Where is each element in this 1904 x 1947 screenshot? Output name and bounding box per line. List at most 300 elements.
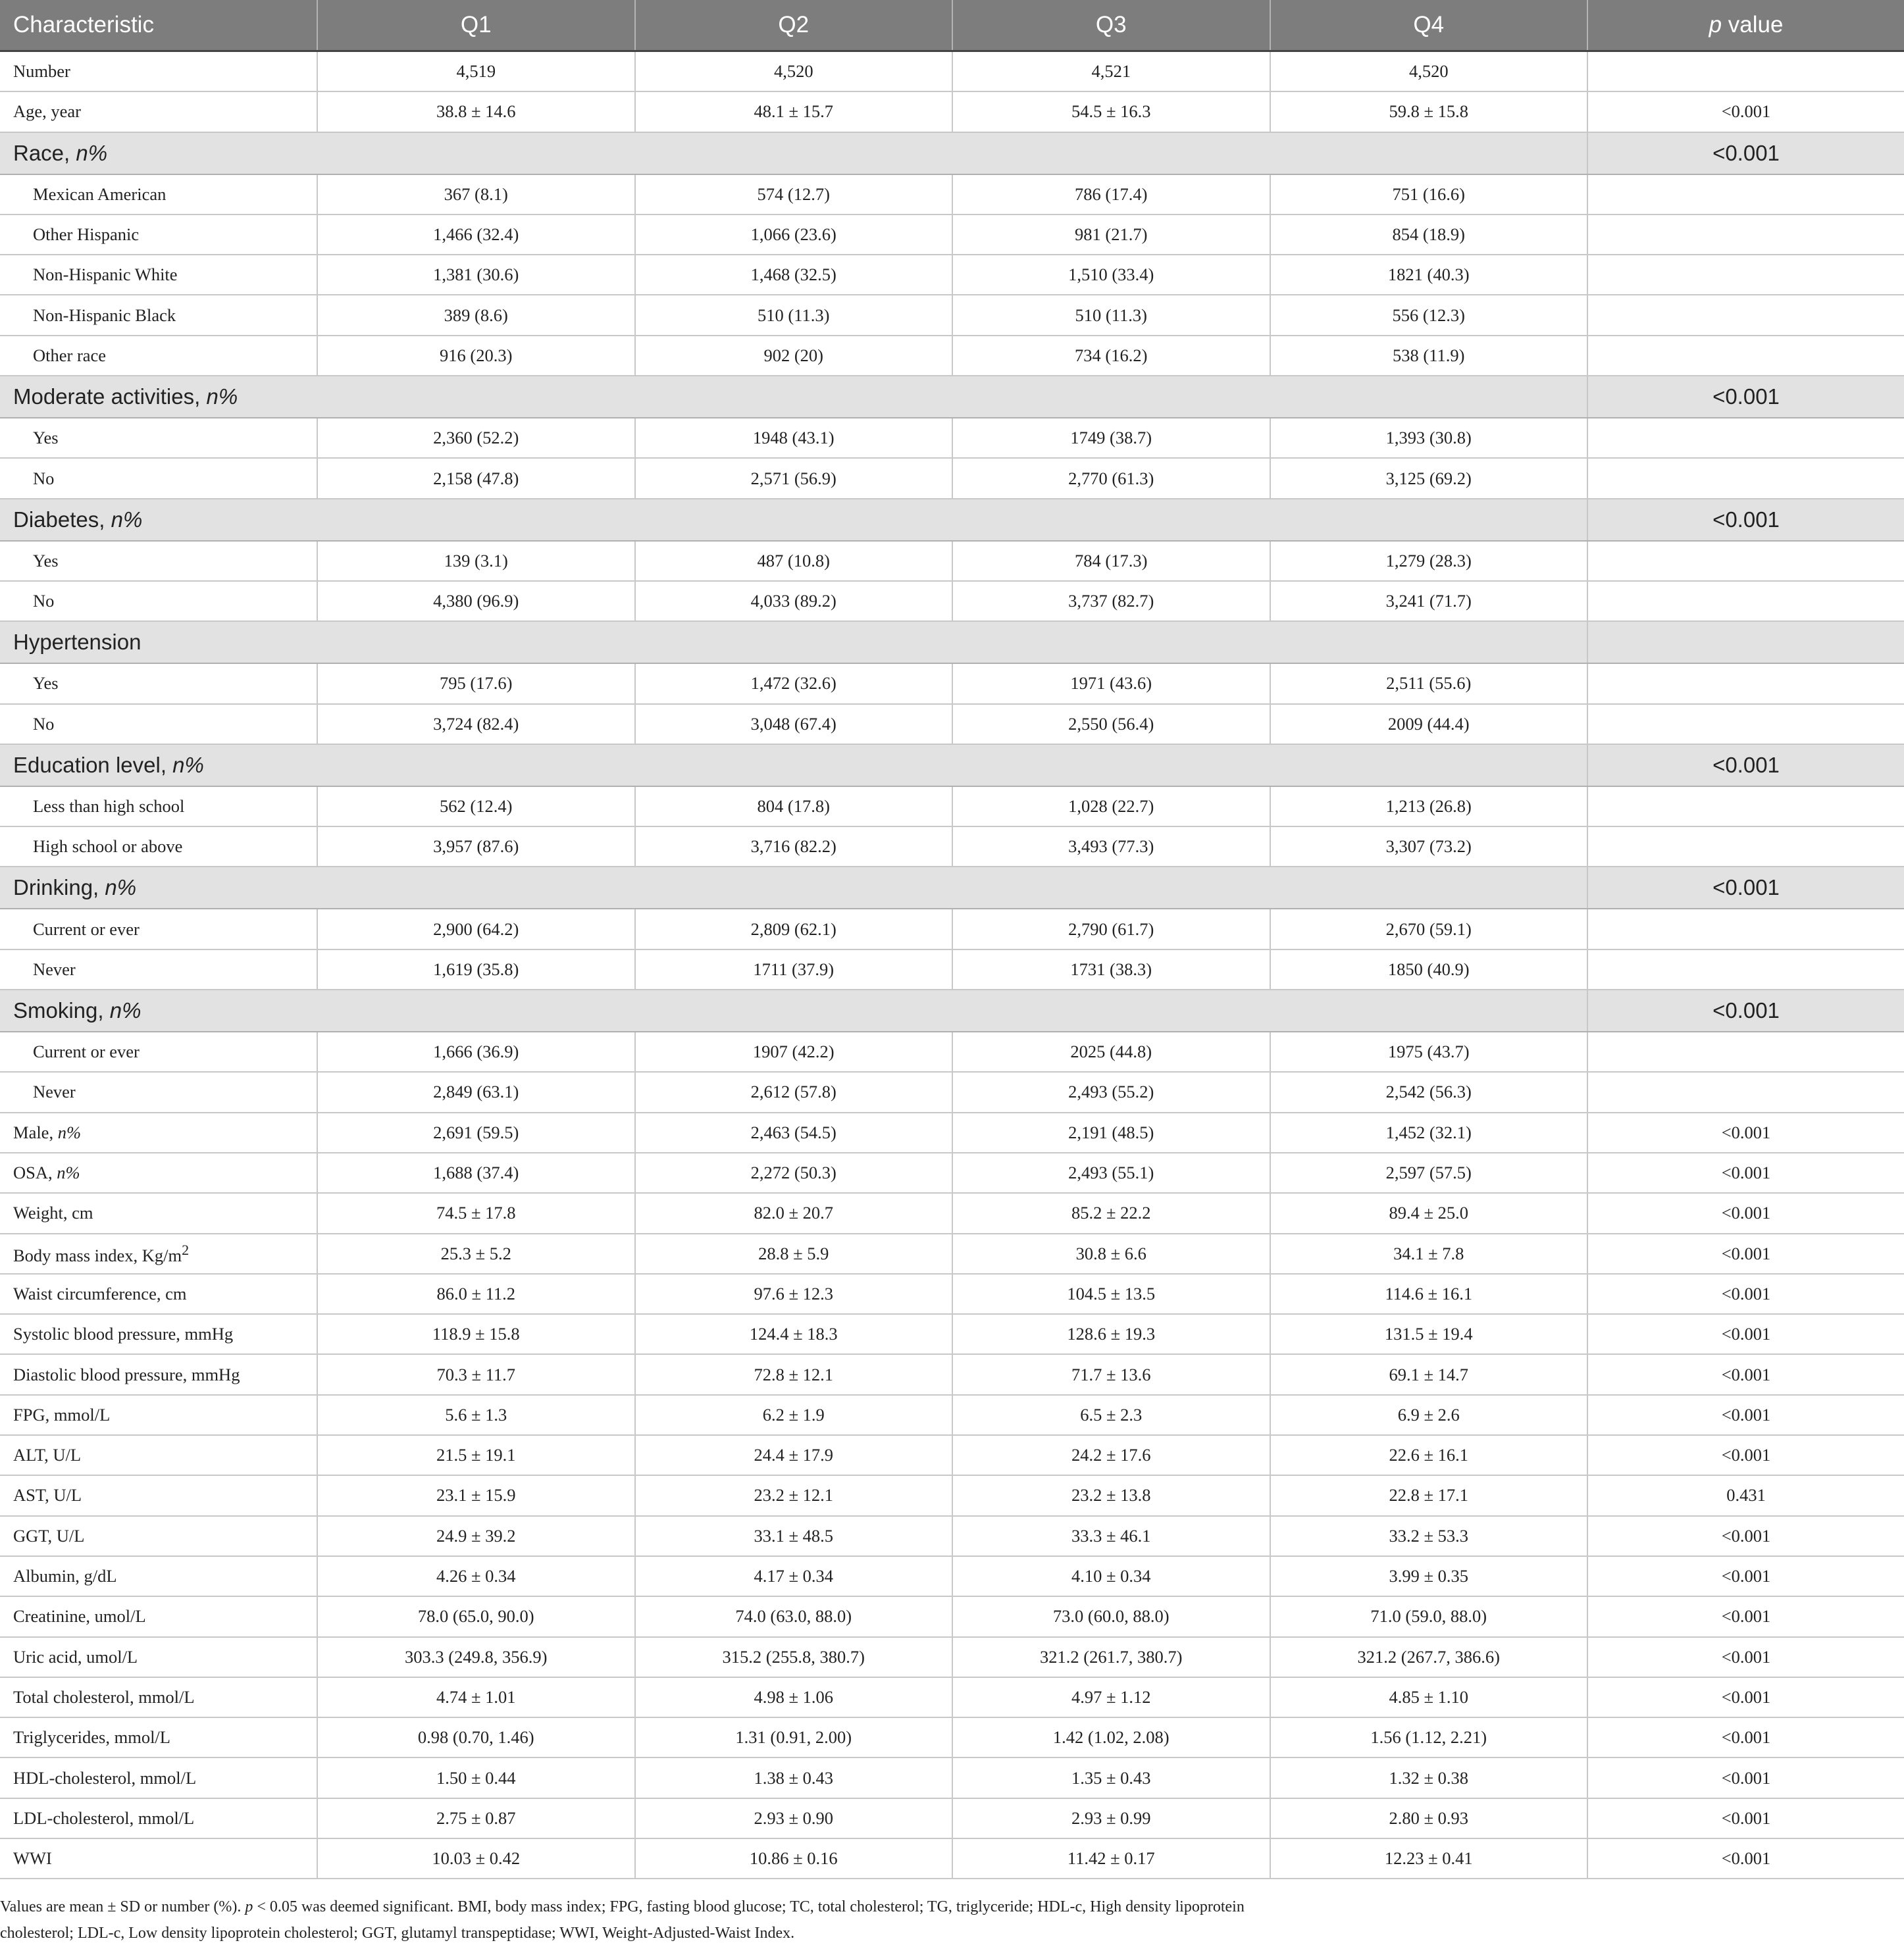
group-header-row <box>0 132 1904 174</box>
row-label-text: Other race <box>33 345 107 365</box>
row-label <box>0 990 1587 1032</box>
cell-q1: 795 (17.6) <box>317 663 635 703</box>
cell-q2: 82.0 ± 20.7 <box>635 1193 953 1233</box>
row-label-text: GGT, U/L <box>13 1525 85 1546</box>
cell-q3: 23.2 ± 13.8 <box>952 1475 1270 1515</box>
cell-p-value <box>1587 418 1904 458</box>
row-label <box>0 786 317 826</box>
cell-p-value: <0.001 <box>1587 1193 1904 1233</box>
group-p-value: <0.001 <box>1587 990 1904 1032</box>
group-header-row <box>0 744 1904 786</box>
table-row <box>0 1435 1904 1475</box>
table-row <box>0 336 1904 376</box>
cell-p-value: <0.001 <box>1587 1354 1904 1394</box>
row-label-text: AST, U/L <box>13 1485 82 1505</box>
row-label <box>0 499 1587 541</box>
row-label-unit: n% <box>109 998 142 1023</box>
cell-p-value: <0.001 <box>1587 1677 1904 1717</box>
row-label <box>0 336 317 376</box>
cell-q1: 5.6 ± 1.3 <box>317 1395 635 1435</box>
row-label-text: Age, year <box>13 101 81 122</box>
cell-q3: 3,493 (77.3) <box>952 826 1270 867</box>
cell-q2: 6.2 ± 1.9 <box>635 1395 953 1435</box>
cell-q1: 1,688 (37.4) <box>317 1153 635 1193</box>
cell-p-value <box>1587 949 1904 990</box>
cell-p-value <box>1587 458 1904 498</box>
cell-q3: 981 (21.7) <box>952 215 1270 255</box>
cell-q1: 2,158 (47.8) <box>317 458 635 498</box>
group-header-row <box>0 376 1904 418</box>
table-row <box>0 1072 1904 1112</box>
cell-q4: 4,520 <box>1270 51 1588 92</box>
table-row <box>0 1113 1904 1153</box>
cell-q3: 73.0 (60.0, 88.0) <box>952 1596 1270 1636</box>
table-row <box>0 1838 1904 1879</box>
cell-q4: 4.85 ± 1.10 <box>1270 1677 1588 1717</box>
footnote-pre: Values are mean ± SD or number (%). <box>0 1898 245 1915</box>
cell-q3: 2,770 (61.3) <box>952 458 1270 498</box>
cell-q1: 10.03 ± 0.42 <box>317 1838 635 1879</box>
cell-q2: 33.1 ± 48.5 <box>635 1516 953 1556</box>
group-header-row <box>0 990 1904 1032</box>
cell-q4: 556 (12.3) <box>1270 295 1588 335</box>
row-label <box>0 51 317 92</box>
cell-q3: 33.3 ± 46.1 <box>952 1516 1270 1556</box>
cell-p-value: 0.431 <box>1587 1475 1904 1515</box>
cell-q1: 118.9 ± 15.8 <box>317 1314 635 1354</box>
cell-q3: 3,737 (82.7) <box>952 581 1270 621</box>
cell-q1: 3,724 (82.4) <box>317 704 635 744</box>
cell-p-value: <0.001 <box>1587 1596 1904 1636</box>
row-label-unit: n% <box>76 140 108 165</box>
table-row <box>0 1516 1904 1556</box>
cell-p-value <box>1587 295 1904 335</box>
row-label <box>0 132 1587 174</box>
cell-p-value: <0.001 <box>1587 1113 1904 1153</box>
cell-q1: 2,691 (59.5) <box>317 1113 635 1153</box>
row-label-text: Triglycerides, mmol/L <box>13 1727 170 1748</box>
cell-q4: 3,241 (71.7) <box>1270 581 1588 621</box>
row-label <box>0 1193 317 1233</box>
table-header-row <box>0 0 1904 51</box>
table-row <box>0 1274 1904 1314</box>
row-label <box>0 1516 317 1556</box>
cell-q4: 1,213 (26.8) <box>1270 786 1588 826</box>
row-label <box>0 1717 317 1757</box>
row-label <box>0 1234 317 1274</box>
cell-q4: 6.9 ± 2.6 <box>1270 1395 1588 1435</box>
table-row <box>0 909 1904 949</box>
row-label <box>0 949 317 990</box>
table-row <box>0 1234 1904 1274</box>
row-label <box>0 1153 317 1193</box>
cell-q2: 2,571 (56.9) <box>635 458 953 498</box>
header-q1: Q1 <box>317 0 635 51</box>
cell-q3: 1.42 (1.02, 2.08) <box>952 1717 1270 1757</box>
row-label <box>0 458 317 498</box>
cell-q3: 2.93 ± 0.99 <box>952 1798 1270 1838</box>
cell-q4: 114.6 ± 16.1 <box>1270 1274 1588 1314</box>
cell-q2: 2,809 (62.1) <box>635 909 953 949</box>
cell-q4: 59.8 ± 15.8 <box>1270 91 1588 132</box>
cell-q3: 30.8 ± 6.6 <box>952 1234 1270 1274</box>
cell-q4: 33.2 ± 53.3 <box>1270 1516 1588 1556</box>
cell-p-value <box>1587 1072 1904 1112</box>
table-footnote <box>0 1894 1316 1946</box>
cell-q2: 23.2 ± 12.1 <box>635 1475 953 1515</box>
table-row <box>0 1314 1904 1354</box>
footnote-post: < 0.05 was deemed significant. BMI, body mass index; FPG, fasting blood glucose; TC, total cholesterol; TG, triglyceride; HDL-c, High density lipoprotein cholesterol; LDL-c, Low density lipoprotein cholesterol; GGT, glutamyl transpeptidase; WWI, Weight-Adjusted-Waist Index. <box>0 1898 1245 1942</box>
table-row <box>0 1153 1904 1193</box>
row-label-text: Non-Hispanic White <box>33 265 178 285</box>
cell-q3: 734 (16.2) <box>952 336 1270 376</box>
row-label-text: Number <box>13 61 70 82</box>
cell-q1: 1,466 (32.4) <box>317 215 635 255</box>
table-row <box>0 215 1904 255</box>
row-label <box>0 215 317 255</box>
cell-q4: 1,279 (28.3) <box>1270 541 1588 581</box>
cell-p-value: <0.001 <box>1587 1717 1904 1757</box>
cell-q2: 487 (10.8) <box>635 541 953 581</box>
row-label-text: No <box>33 591 55 611</box>
row-label <box>0 663 317 703</box>
row-label-text: Yes <box>33 550 59 570</box>
row-label <box>0 621 1587 663</box>
row-label-text: Hypertension <box>13 630 142 655</box>
cell-p-value <box>1587 663 1904 703</box>
table-row <box>0 1677 1904 1717</box>
cell-q2: 72.8 ± 12.1 <box>635 1354 953 1394</box>
cell-q3: 1,510 (33.4) <box>952 255 1270 295</box>
header-p-letter: p <box>1709 12 1722 38</box>
cell-p-value <box>1587 541 1904 581</box>
table-row <box>0 1395 1904 1435</box>
table-row <box>0 295 1904 335</box>
table-row <box>0 541 1904 581</box>
cell-q2: 902 (20) <box>635 336 953 376</box>
row-label-text: Other Hispanic <box>33 224 140 245</box>
cell-q3: 104.5 ± 13.5 <box>952 1274 1270 1314</box>
cell-q3: 1971 (43.6) <box>952 663 1270 703</box>
row-label-text: Current or ever <box>33 1042 140 1062</box>
cell-q3: 1.35 ± 0.43 <box>952 1757 1270 1798</box>
cell-q3: 1,028 (22.7) <box>952 786 1270 826</box>
row-label-text: Less than high school <box>33 796 185 816</box>
cell-q3: 6.5 ± 2.3 <box>952 1395 1270 1435</box>
table-row <box>0 581 1904 621</box>
cell-q2: 3,048 (67.4) <box>635 704 953 744</box>
row-label-superscript: 2 <box>182 1241 190 1258</box>
cell-q4: 89.4 ± 25.0 <box>1270 1193 1588 1233</box>
cell-q4: 1.56 (1.12, 2.21) <box>1270 1717 1588 1757</box>
cell-q2: 574 (12.7) <box>635 174 953 215</box>
cell-p-value <box>1587 581 1904 621</box>
row-label-text: Moderate activities, <box>13 384 207 409</box>
cell-q2: 10.86 ± 0.16 <box>635 1838 953 1879</box>
cell-q2: 510 (11.3) <box>635 295 953 335</box>
cell-q4: 1,452 (32.1) <box>1270 1113 1588 1153</box>
row-label-text: Current or ever <box>33 919 140 939</box>
cell-q4: 854 (18.9) <box>1270 215 1588 255</box>
header-q2: Q2 <box>635 0 953 51</box>
cell-q2: 124.4 ± 18.3 <box>635 1314 953 1354</box>
cell-q3: 128.6 ± 19.3 <box>952 1314 1270 1354</box>
cell-q1: 38.8 ± 14.6 <box>317 91 635 132</box>
table-row <box>0 458 1904 498</box>
group-header-row <box>0 621 1904 663</box>
cell-q3: 786 (17.4) <box>952 174 1270 215</box>
cell-q4: 2009 (44.4) <box>1270 704 1588 744</box>
cell-q3: 71.7 ± 13.6 <box>952 1354 1270 1394</box>
header-q4: Q4 <box>1270 0 1588 51</box>
row-label <box>0 1032 317 1072</box>
cell-q3: 2,493 (55.2) <box>952 1072 1270 1112</box>
row-label-text: WWI <box>13 1848 52 1869</box>
row-label <box>0 1354 317 1394</box>
cell-q4: 3,307 (73.2) <box>1270 826 1588 867</box>
row-label <box>0 255 317 295</box>
cell-q1: 21.5 ± 19.1 <box>317 1435 635 1475</box>
row-label <box>0 1838 317 1879</box>
row-label <box>0 174 317 215</box>
cell-q2: 1.38 ± 0.43 <box>635 1757 953 1798</box>
cell-p-value: <0.001 <box>1587 1395 1904 1435</box>
row-label-text: ALT, U/L <box>13 1445 82 1465</box>
row-label-unit: n% <box>206 384 238 409</box>
group-header-row <box>0 867 1904 909</box>
table-row <box>0 51 1904 92</box>
table-row <box>0 1032 1904 1072</box>
row-label <box>0 704 317 744</box>
cell-q2: 48.1 ± 15.7 <box>635 91 953 132</box>
table-body <box>0 51 1904 1879</box>
header-q3: Q3 <box>952 0 1270 51</box>
row-label-text: No <box>33 713 55 734</box>
table-row <box>0 826 1904 867</box>
cell-q2: 3,716 (82.2) <box>635 826 953 867</box>
cell-q3: 2025 (44.8) <box>952 1032 1270 1072</box>
table-row <box>0 786 1904 826</box>
cell-p-value: <0.001 <box>1587 1637 1904 1677</box>
row-label <box>0 91 317 132</box>
cell-p-value <box>1587 215 1904 255</box>
cell-p-value: <0.001 <box>1587 1153 1904 1193</box>
row-label-text: No <box>33 468 55 488</box>
cell-q2: 97.6 ± 12.3 <box>635 1274 953 1314</box>
cell-q4: 1.32 ± 0.38 <box>1270 1757 1588 1798</box>
cell-q2: 4.17 ± 0.34 <box>635 1556 953 1596</box>
cell-q2: 24.4 ± 17.9 <box>635 1435 953 1475</box>
table-row <box>0 949 1904 990</box>
footnote-p: p <box>245 1898 253 1915</box>
row-label <box>0 909 317 949</box>
cell-p-value <box>1587 255 1904 295</box>
cell-q2: 1711 (37.9) <box>635 949 953 990</box>
cell-q3: 4.97 ± 1.12 <box>952 1677 1270 1717</box>
cell-q4: 1850 (40.9) <box>1270 949 1588 990</box>
row-label-text: Never <box>33 959 76 979</box>
cell-q3: 85.2 ± 22.2 <box>952 1193 1270 1233</box>
cell-q2: 804 (17.8) <box>635 786 953 826</box>
cell-q1: 4,519 <box>317 51 635 92</box>
cell-p-value: <0.001 <box>1587 1314 1904 1354</box>
cell-q2: 2,612 (57.8) <box>635 1072 953 1112</box>
cell-q4: 2,542 (56.3) <box>1270 1072 1588 1112</box>
row-label <box>0 1798 317 1838</box>
group-header-row <box>0 499 1904 541</box>
row-label <box>0 581 317 621</box>
cell-q1: 2,360 (52.2) <box>317 418 635 458</box>
cell-q4: 2,670 (59.1) <box>1270 909 1588 949</box>
row-label <box>0 1637 317 1677</box>
cell-q4: 2,511 (55.6) <box>1270 663 1588 703</box>
cell-q4: 131.5 ± 19.4 <box>1270 1314 1588 1354</box>
cell-q3: 2,493 (55.1) <box>952 1153 1270 1193</box>
cell-q1: 78.0 (65.0, 90.0) <box>317 1596 635 1636</box>
cell-q2: 74.0 (63.0, 88.0) <box>635 1596 953 1636</box>
cell-q3: 11.42 ± 0.17 <box>952 1838 1270 1879</box>
cell-q1: 4.74 ± 1.01 <box>317 1677 635 1717</box>
row-label-text: Drinking, <box>13 875 105 900</box>
row-label-text: Non-Hispanic Black <box>33 305 176 325</box>
cell-q3: 4.10 ± 0.34 <box>952 1556 1270 1596</box>
row-label-text: Uric acid, umol/L <box>13 1646 138 1667</box>
cell-p-value <box>1587 786 1904 826</box>
row-label-text: Diastolic blood pressure, mmHg <box>13 1364 240 1384</box>
table-row <box>0 1475 1904 1515</box>
cell-q4: 1821 (40.3) <box>1270 255 1588 295</box>
group-p-value: <0.001 <box>1587 499 1904 541</box>
cell-q3: 2,191 (48.5) <box>952 1113 1270 1153</box>
cell-p-value <box>1587 704 1904 744</box>
cell-q2: 1,066 (23.6) <box>635 215 953 255</box>
row-label-text: Education level, <box>13 752 173 777</box>
row-label-text: Never <box>33 1082 76 1102</box>
cell-q2: 1907 (42.2) <box>635 1032 953 1072</box>
cell-q4: 751 (16.6) <box>1270 174 1588 215</box>
cell-q4: 2,597 (57.5) <box>1270 1153 1588 1193</box>
cell-q2: 4,033 (89.2) <box>635 581 953 621</box>
row-label-text: Creatinine, umol/L <box>13 1606 146 1627</box>
row-label <box>0 295 317 335</box>
header-p-value: p value <box>1587 0 1904 51</box>
row-label-unit: n% <box>111 507 143 532</box>
table-row <box>0 1556 1904 1596</box>
row-label <box>0 1556 317 1596</box>
cell-q3: 54.5 ± 16.3 <box>952 91 1270 132</box>
group-p-value: <0.001 <box>1587 376 1904 418</box>
row-label <box>0 1757 317 1798</box>
cell-q2: 4,520 <box>635 51 953 92</box>
cell-q1: 86.0 ± 11.2 <box>317 1274 635 1314</box>
cell-q2: 4.98 ± 1.06 <box>635 1677 953 1717</box>
cell-q1: 4.26 ± 0.34 <box>317 1556 635 1596</box>
cell-p-value <box>1587 1032 1904 1072</box>
row-label-text: Male, <box>13 1122 58 1142</box>
row-label <box>0 1274 317 1314</box>
row-label-text: Race, <box>13 140 76 165</box>
cell-q1: 367 (8.1) <box>317 174 635 215</box>
table-row <box>0 663 1904 703</box>
cell-q4: 321.2 (267.7, 386.6) <box>1270 1637 1588 1677</box>
table-row <box>0 1798 1904 1838</box>
cell-q4: 22.8 ± 17.1 <box>1270 1475 1588 1515</box>
cell-q1: 3,957 (87.6) <box>317 826 635 867</box>
cell-p-value <box>1587 826 1904 867</box>
group-p-value: <0.001 <box>1587 132 1904 174</box>
row-label-text: Total cholesterol, mmol/L <box>13 1686 195 1707</box>
table-row <box>0 91 1904 132</box>
row-label <box>0 1677 317 1717</box>
cell-q3: 510 (11.3) <box>952 295 1270 335</box>
group-p-value: <0.001 <box>1587 744 1904 786</box>
cell-p-value: <0.001 <box>1587 1435 1904 1475</box>
cell-q2: 1948 (43.1) <box>635 418 953 458</box>
cell-q4: 22.6 ± 16.1 <box>1270 1435 1588 1475</box>
row-label-text: Diabetes, <box>13 507 111 532</box>
cell-p-value <box>1587 336 1904 376</box>
row-label-text: Yes <box>33 428 59 448</box>
cell-q3: 1731 (38.3) <box>952 949 1270 990</box>
row-label <box>0 541 317 581</box>
row-label <box>0 418 317 458</box>
cell-q2: 1.31 (0.91, 2.00) <box>635 1717 953 1757</box>
cell-q1: 4,380 (96.9) <box>317 581 635 621</box>
cell-q3: 1749 (38.7) <box>952 418 1270 458</box>
row-label-text: Weight, cm <box>13 1203 93 1223</box>
cell-q3: 784 (17.3) <box>952 541 1270 581</box>
cell-q4: 3,125 (69.2) <box>1270 458 1588 498</box>
row-label-text: High school or above <box>33 836 183 857</box>
row-label <box>0 744 1587 786</box>
cell-q1: 916 (20.3) <box>317 336 635 376</box>
group-p-value: <0.001 <box>1587 867 1904 909</box>
table-row <box>0 1757 1904 1798</box>
cell-q2: 28.8 ± 5.9 <box>635 1234 953 1274</box>
row-label-unit: n% <box>57 1122 82 1142</box>
cell-q1: 74.5 ± 17.8 <box>317 1193 635 1233</box>
cell-q4: 71.0 (59.0, 88.0) <box>1270 1596 1588 1636</box>
cell-q3: 2,790 (61.7) <box>952 909 1270 949</box>
cell-q2: 2.93 ± 0.90 <box>635 1798 953 1838</box>
row-label <box>0 1113 317 1153</box>
cell-q3: 4,521 <box>952 51 1270 92</box>
cell-q1: 389 (8.6) <box>317 295 635 335</box>
row-label <box>0 1435 317 1475</box>
row-label <box>0 376 1587 418</box>
row-label <box>0 826 317 867</box>
cell-q2: 315.2 (255.8, 380.7) <box>635 1637 953 1677</box>
cell-q1: 1,666 (36.9) <box>317 1032 635 1072</box>
cell-q1: 562 (12.4) <box>317 786 635 826</box>
cell-q4: 34.1 ± 7.8 <box>1270 1234 1588 1274</box>
cell-q4: 538 (11.9) <box>1270 336 1588 376</box>
row-label-text: FPG, mmol/L <box>13 1404 111 1425</box>
cell-p-value <box>1587 174 1904 215</box>
cell-q1: 24.9 ± 39.2 <box>317 1516 635 1556</box>
cell-q1: 0.98 (0.70, 1.46) <box>317 1717 635 1757</box>
cell-q1: 2.75 ± 0.87 <box>317 1798 635 1838</box>
cell-q1: 2,849 (63.1) <box>317 1072 635 1112</box>
cell-p-value: <0.001 <box>1587 1516 1904 1556</box>
row-label <box>0 1072 317 1112</box>
cell-q1: 1,381 (30.6) <box>317 255 635 295</box>
row-label <box>0 1475 317 1515</box>
cell-q4: 2.80 ± 0.93 <box>1270 1798 1588 1838</box>
table-row <box>0 174 1904 215</box>
row-label-text: HDL-cholesterol, mmol/L <box>13 1767 197 1788</box>
header-characteristic: Characteristic <box>0 0 317 51</box>
